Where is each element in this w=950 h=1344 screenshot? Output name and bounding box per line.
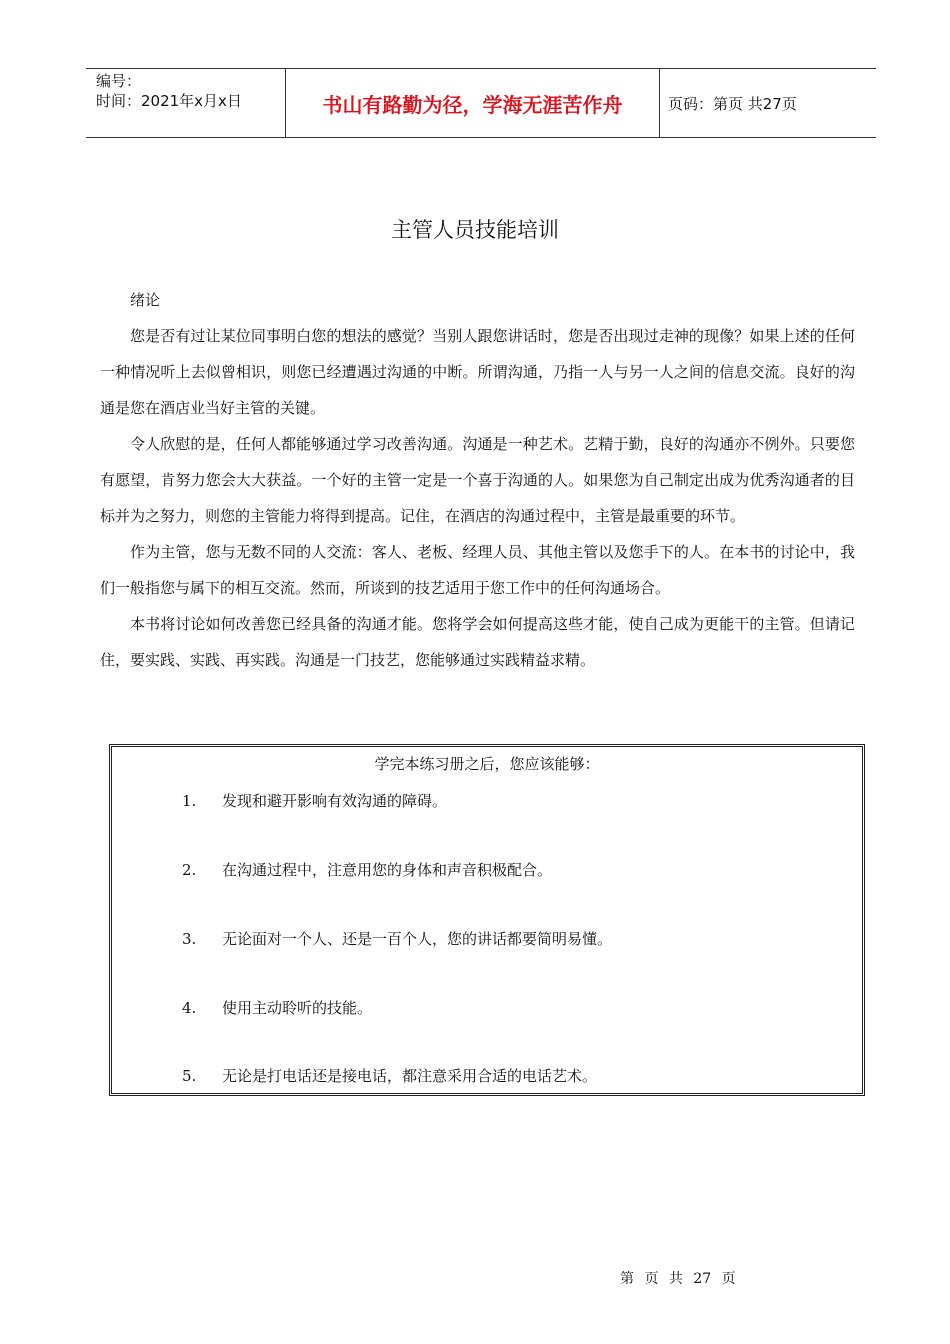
header-motto: 书山有路勤为径，学海无涯苦作舟 xyxy=(286,69,660,137)
document-title: 主管人员技能培训 xyxy=(391,218,559,242)
objective-number: 4. xyxy=(182,999,197,1017)
objective-text: 无论是打电话还是接电话，都注意采用合适的电话艺术。 xyxy=(222,1067,598,1085)
objective-text: 使用主动聆听的技能。 xyxy=(222,999,373,1017)
header-meta xyxy=(86,69,286,137)
objective-text: 发现和避开影响有效沟通的障碍。 xyxy=(222,792,448,810)
objective-text: 在沟通过程中，注意用您的身体和声音积极配合。 xyxy=(222,861,553,879)
page-footer: 第 页 共 27 页 xyxy=(620,1271,736,1287)
document-body xyxy=(100,282,855,678)
objective-number: 1. xyxy=(182,792,197,810)
objective-number: 3. xyxy=(182,930,197,948)
paragraph-4: 本书将讨论如何改善您已经具备的沟通才能。您将学会如何提高这些才能，使自己成为更能干的主管。但请记住，要实践、实践、再实践。沟通是一门技艺，您能够通过实践精益求精。 xyxy=(100,615,855,669)
number-label: 编号： xyxy=(96,72,142,90)
header-page-info: 页码：第页 共27页 xyxy=(668,94,797,113)
objectives-box xyxy=(109,744,865,1096)
objectives-title: 学完本练习册之后，您应该能够： xyxy=(374,755,600,773)
section-heading: 绪论 xyxy=(130,291,161,309)
paragraph-3: 作为主管，您与无数不同的人交流：客人、老板、经理人员、其他主管以及您手下的人。在本书的讨论中，我们一般指您与属下的相互交流。然而，所谈到的技艺适用于您工作中的任何沟通场合。 xyxy=(100,543,855,597)
objective-item xyxy=(182,790,447,811)
page-header xyxy=(86,68,876,138)
time-label: 时间：2021年x月x日 xyxy=(96,92,242,110)
objective-item xyxy=(182,859,552,880)
paragraph-1: 您是否有过让某位同事明白您的想法的感觉？当别人跟您讲话时，您是否出现过走神的现像？如果上述的任何一种情况听上去似曾相识，则您已经遭遇过沟通的中断。所谓沟通，乃指一人与另一人之间的信息交流。良好的沟通是您在酒店业当好主管的关键。 xyxy=(100,327,855,417)
objective-item xyxy=(182,1065,597,1086)
objective-item xyxy=(182,997,372,1018)
objective-number: 2. xyxy=(182,861,197,879)
paragraph-2: 令人欣慰的是，任何人都能够通过学习改善沟通。沟通是一种艺术。艺精于勤，良好的沟通亦不例外。只要您有愿望，肯努力您会大大获益。一个好的主管一定是一个喜于沟通的人。如果您为自己制定出成为优秀沟通者的目标并为之努力，则您的主管能力将得到提高。记住，在酒店的沟通过程中，主管是最重要的环节。 xyxy=(100,435,855,525)
objective-number: 5. xyxy=(182,1067,197,1085)
objective-item xyxy=(182,928,612,949)
objective-text: 无论面对一个人、还是一百个人，您的讲话都要简明易懂。 xyxy=(222,930,613,948)
